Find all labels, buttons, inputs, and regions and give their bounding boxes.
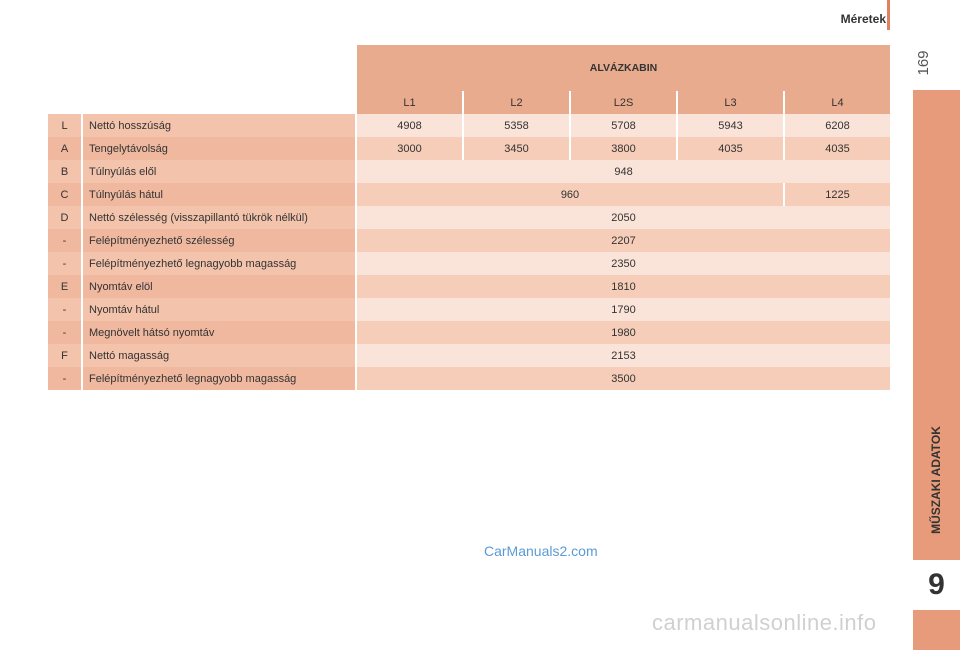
row-value: 948 — [357, 160, 890, 183]
page-number: 169 — [915, 50, 932, 76]
row-value: 6208 — [785, 114, 890, 137]
row-label: Túlnyúlás elől — [83, 160, 355, 183]
row-label: Nettó szélesség (visszapillantó tükrök nélkül) — [83, 206, 355, 229]
row-code: - — [48, 229, 81, 252]
table-row — [48, 252, 890, 275]
table-row — [48, 367, 890, 390]
row-value: 4035 — [678, 137, 783, 160]
page-section-title: Méretek — [840, 12, 886, 26]
row-label: Megnövelt hátsó nyomtáv — [83, 321, 355, 344]
column-header: L1 — [357, 91, 462, 114]
row-code: L — [48, 114, 81, 137]
row-code: - — [48, 298, 81, 321]
row-label: Felépítményezhető legnagyobb magasság — [83, 252, 355, 275]
row-code: C — [48, 183, 81, 206]
row-code: - — [48, 252, 81, 275]
table-row — [48, 206, 890, 229]
row-label: Felépítményezhető legnagyobb magasság — [83, 367, 355, 390]
row-label: Felépítményezhető szélesség — [83, 229, 355, 252]
group-header: ALVÁZKABIN — [357, 45, 890, 91]
row-value: 1790 — [357, 298, 890, 321]
row-value: 3500 — [357, 367, 890, 390]
row-label: Tengelytávolság — [83, 137, 355, 160]
row-value: 3800 — [571, 137, 676, 160]
row-value: 5943 — [678, 114, 783, 137]
row-value: 4908 — [357, 114, 462, 137]
row-value: 4035 — [785, 137, 890, 160]
row-value: 2153 — [357, 344, 890, 367]
row-value: 1980 — [357, 321, 890, 344]
column-header: L4 — [785, 91, 890, 114]
row-code: - — [48, 367, 81, 390]
table-row — [48, 275, 890, 298]
table-row — [48, 137, 890, 160]
column-header: L2 — [464, 91, 569, 114]
row-code: B — [48, 160, 81, 183]
header-divider — [887, 0, 890, 30]
table-row — [48, 298, 890, 321]
row-code: - — [48, 321, 81, 344]
column-header: L2S — [571, 91, 676, 114]
table-corner-blank — [48, 45, 355, 91]
watermark-link[interactable]: CarManuals2.com — [484, 543, 598, 559]
row-value: 960 — [357, 183, 783, 206]
table-row — [48, 160, 890, 183]
table-row — [48, 321, 890, 344]
row-value: 2350 — [357, 252, 890, 275]
row-value: 5708 — [571, 114, 676, 137]
chapter-number: 9 — [913, 560, 960, 610]
row-code: A — [48, 137, 81, 160]
row-label: Nettó hosszúság — [83, 114, 355, 137]
column-header: L3 — [678, 91, 783, 114]
chapter-side-label: MŰSZAKI ADATOK — [929, 426, 943, 534]
row-value: 2207 — [357, 229, 890, 252]
table-row — [48, 114, 890, 137]
table-row — [48, 229, 890, 252]
row-value: 2050 — [357, 206, 890, 229]
row-value: 5358 — [464, 114, 569, 137]
row-value: 3450 — [464, 137, 569, 160]
row-label: Nyomtáv hátul — [83, 298, 355, 321]
table-corner-blank — [48, 91, 355, 114]
table-row — [48, 344, 890, 367]
row-code: F — [48, 344, 81, 367]
row-code: D — [48, 206, 81, 229]
row-code: E — [48, 275, 81, 298]
row-value: 1810 — [357, 275, 890, 298]
table-row — [48, 183, 890, 206]
dimensions-table — [46, 45, 892, 390]
row-value: 1225 — [785, 183, 890, 206]
row-label: Nettó magasság — [83, 344, 355, 367]
row-value: 3000 — [357, 137, 462, 160]
row-label: Túlnyúlás hátul — [83, 183, 355, 206]
watermark-footer: carmanualsonline.info — [652, 610, 877, 635]
row-label: Nyomtáv elöl — [83, 275, 355, 298]
